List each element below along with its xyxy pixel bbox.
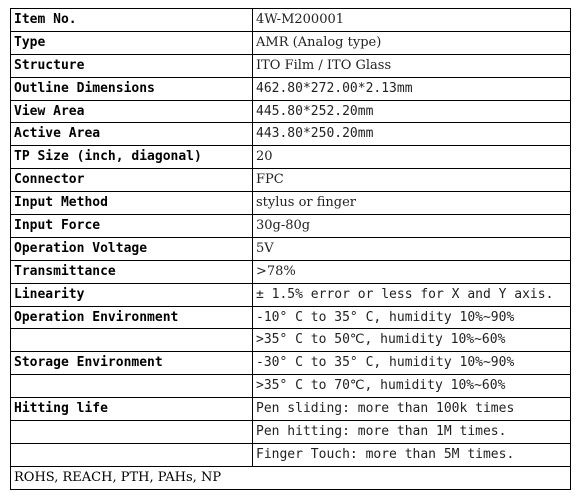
spec-value: >78% xyxy=(253,260,571,283)
spec-row xyxy=(11,169,571,192)
spec-value: 5V xyxy=(253,237,571,260)
spec-value: FPC xyxy=(253,169,571,192)
spec-value: 4W-M200001 xyxy=(253,9,571,32)
spec-row xyxy=(11,54,571,77)
spec-label: Type xyxy=(11,31,253,54)
spec-value: 462.80*272.00*2.13mm xyxy=(253,77,571,100)
spec-label: Connector xyxy=(11,169,253,192)
spec-label: Operation Voltage xyxy=(11,237,253,260)
spec-label xyxy=(11,443,253,466)
spec-value: Pen hitting: more than 1M times. xyxy=(253,421,571,444)
spec-value: -30° C to 35° C, humidity 10%~90% xyxy=(253,352,571,375)
spec-label: Operation Environment xyxy=(11,306,253,329)
spec-label: Input Force xyxy=(11,215,253,238)
spec-table-wrapper xyxy=(10,8,571,490)
spec-value: 443.80*250.20mm xyxy=(253,123,571,146)
compliance-text: ROHS, REACH, PTH, PAHs, NP xyxy=(11,466,571,489)
spec-row xyxy=(11,352,571,375)
spec-label: Outline Dimensions xyxy=(11,77,253,100)
specification-table xyxy=(10,8,571,490)
spec-row xyxy=(11,375,571,398)
spec-label: Linearity xyxy=(11,283,253,306)
spec-label: TP Size (inch, diagonal) xyxy=(11,146,253,169)
spec-label: Storage Environment xyxy=(11,352,253,375)
spec-value: Finger Touch: more than 5M times. xyxy=(253,443,571,466)
spec-value: Pen sliding: more than 100k times xyxy=(253,398,571,421)
spec-label: Transmittance xyxy=(11,260,253,283)
spec-value: -10° C to 35° C, humidity 10%~90% xyxy=(253,306,571,329)
spec-label: Hitting life xyxy=(11,398,253,421)
spec-row xyxy=(11,192,571,215)
spec-label: View Area xyxy=(11,100,253,123)
spec-row xyxy=(11,237,571,260)
spec-value: ITO Film / ITO Glass xyxy=(253,54,571,77)
spec-label: Structure xyxy=(11,54,253,77)
spec-value: >35° C to 70℃, humidity 10%~60% xyxy=(253,375,571,398)
spec-value: 30g-80g xyxy=(253,215,571,238)
spec-row xyxy=(11,329,571,352)
spec-row xyxy=(11,100,571,123)
spec-value: stylus or finger xyxy=(253,192,571,215)
spec-label xyxy=(11,421,253,444)
spec-value: AMR (Analog type) xyxy=(253,31,571,54)
spec-label xyxy=(11,329,253,352)
spec-value: 20 xyxy=(253,146,571,169)
spec-row xyxy=(11,398,571,421)
compliance-row xyxy=(11,466,571,489)
spec-row xyxy=(11,77,571,100)
spec-row xyxy=(11,123,571,146)
spec-row xyxy=(11,146,571,169)
spec-value: 445.80*252.20mm xyxy=(253,100,571,123)
spec-value: >35° C to 50℃, humidity 10%~60% xyxy=(253,329,571,352)
spec-row xyxy=(11,9,571,32)
spec-row xyxy=(11,283,571,306)
spec-value: ± 1.5% error or less for X and Y axis. xyxy=(253,283,571,306)
spec-label xyxy=(11,375,253,398)
spec-label: Input Method xyxy=(11,192,253,215)
spec-row xyxy=(11,421,571,444)
spec-label: Active Area xyxy=(11,123,253,146)
spec-row xyxy=(11,260,571,283)
spec-table-body xyxy=(11,9,571,490)
spec-label: Item No. xyxy=(11,9,253,32)
spec-row xyxy=(11,306,571,329)
spec-row xyxy=(11,215,571,238)
spec-row xyxy=(11,443,571,466)
spec-row xyxy=(11,31,571,54)
